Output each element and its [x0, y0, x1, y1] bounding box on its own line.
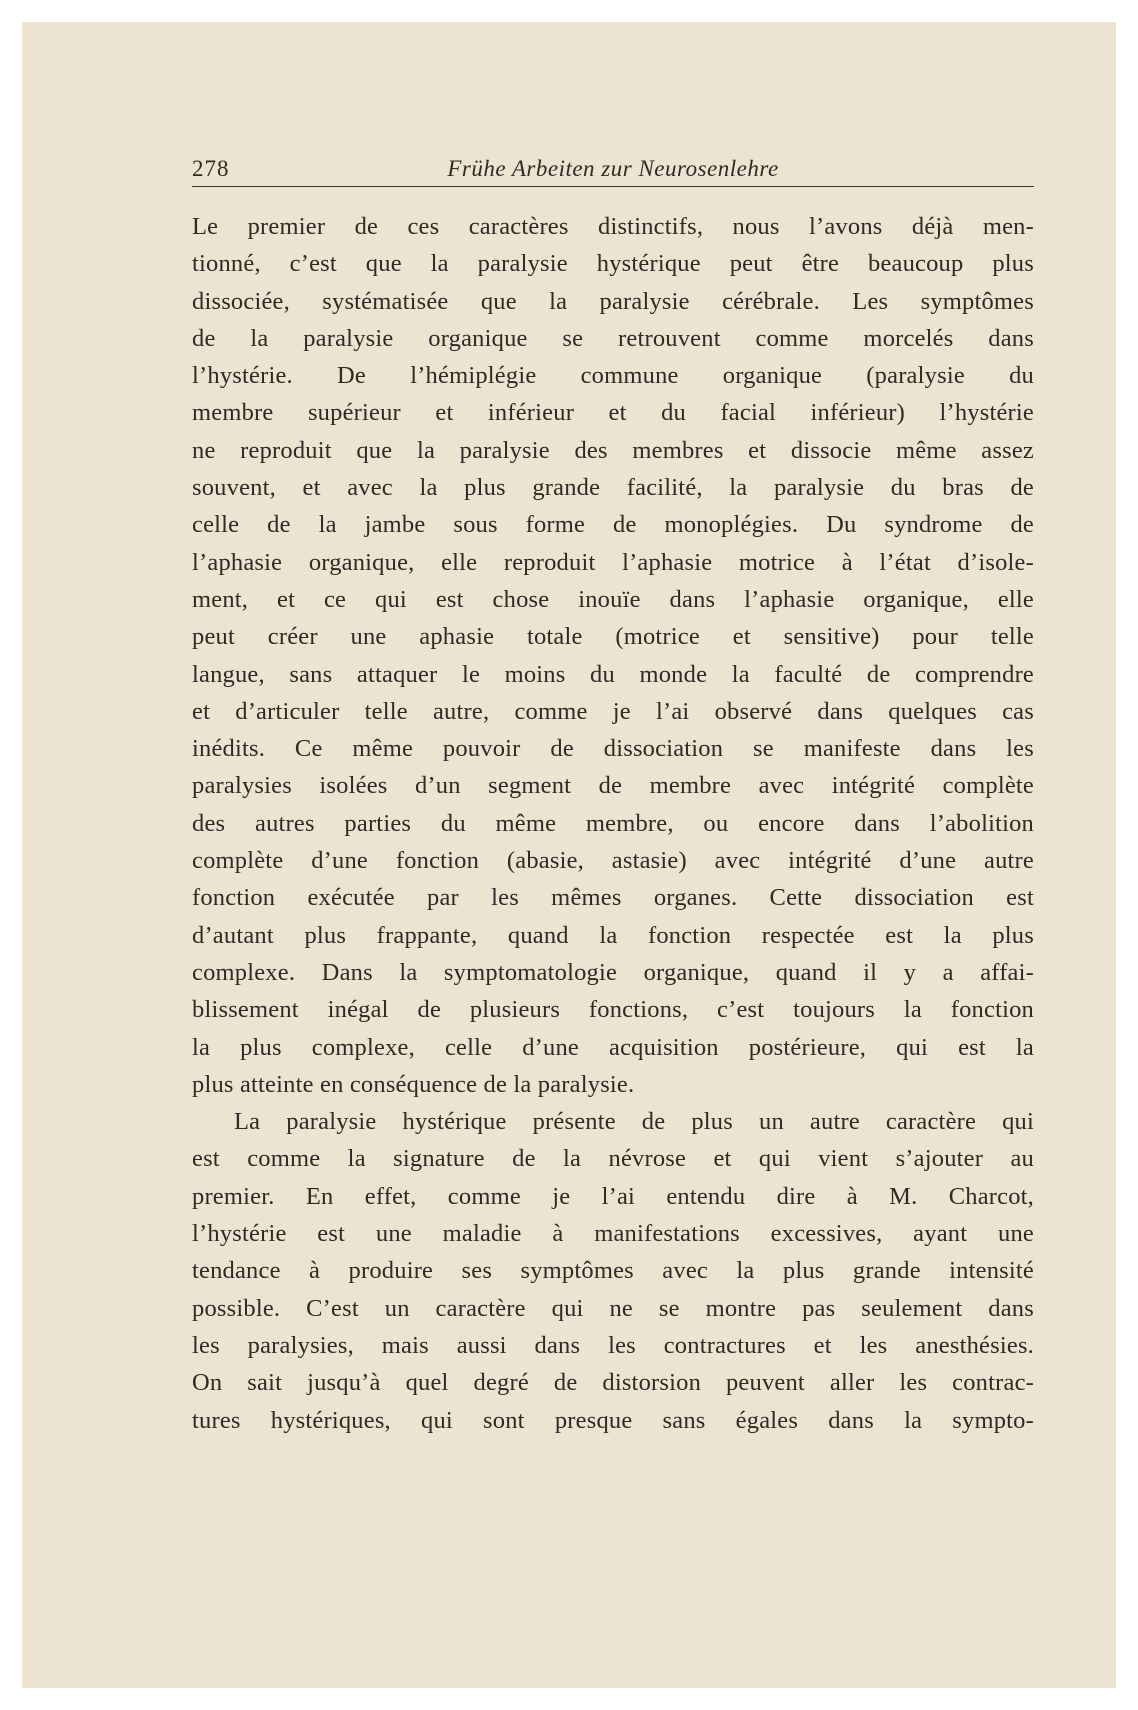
text-line: est comme la signature de la névrose et qui vient s’ajouter au — [192, 1145, 1034, 1173]
body-text — [192, 208, 1034, 1439]
running-title: Frühe Arbeiten zur Neurosenlehre — [447, 156, 779, 181]
text-line: tures hystériques, qui sont presque sans égales dans la sympto- — [192, 1406, 1034, 1434]
text-line: peut créer une aphasie totale (motrice et sensitive) pour telle — [192, 623, 1034, 651]
text-line: On sait jusqu’à quel degré de distorsion peuvent aller les contrac- — [192, 1369, 1034, 1397]
text-line: complexe. Dans la symptomatologie organique, quand il y a affai- — [192, 958, 1034, 986]
text-line: membre supérieur et inférieur et du facial inférieur) l’hystérie — [192, 399, 1034, 427]
paragraph-1 — [192, 208, 1034, 1103]
text-line: premier. En effet, comme je l’ai entendu dire à M. Charcot, — [192, 1182, 1034, 1210]
text-line: dissociée, systématisée que la paralysie cérébrale. Les symptômes — [192, 287, 1034, 315]
text-line: la plus complexe, celle d’une acquisition postérieure, qui est la — [192, 1033, 1034, 1061]
text-line: et d’articuler telle autre, comme je l’ai observé dans quelques cas — [192, 697, 1034, 725]
text-line: de la paralysie organique se retrouvent comme morcelés dans — [192, 324, 1034, 352]
page-header — [192, 156, 1034, 187]
text-line: d’autant plus frappante, quand la fonction respectée est la plus — [192, 921, 1034, 949]
text-line: complète d’une fonction (abasie, astasie) avec intégrité d’une autre — [192, 847, 1034, 875]
text-line: possible. C’est un caractère qui ne se montre pas seulement dans — [192, 1294, 1034, 1322]
text-line: langue, sans attaquer le moins du monde la faculté de comprendre — [192, 660, 1034, 688]
text-line: fonction exécutée par les mêmes organes. Cette dissociation est — [192, 884, 1034, 912]
page-number: 278 — [192, 156, 230, 181]
text-line: ment, et ce qui est chose inouïe dans l’aphasie organique, elle — [192, 585, 1034, 613]
text-line: inédits. Ce même pouvoir de dissociation se manifeste dans les — [192, 735, 1034, 763]
paragraph-2 — [192, 1103, 1034, 1439]
text-line: l’aphasie organique, elle reproduit l’aphasie motrice à l’état d’isole- — [192, 548, 1034, 576]
text-line: des autres parties du même membre, ou encore dans l’abolition — [192, 809, 1034, 837]
text-line: les paralysies, mais aussi dans les contractures et les anesthésies. — [192, 1331, 1034, 1359]
text-line: paralysies isolées d’un segment de membre avec intégrité complète — [192, 772, 1034, 800]
text-line: ne reproduit que la paralysie des membres et dissocie même assez — [192, 436, 1034, 464]
text-line: celle de la jambe sous forme de monoplégies. Du syndrome de — [192, 511, 1034, 539]
text-line: Le premier de ces caractères distinctifs, nous l’avons déjà men- — [192, 213, 1034, 240]
text-line: tendance à produire ses symptômes avec la plus grande intensité — [192, 1257, 1034, 1285]
text-line: La paralysie hystérique présente de plus un autre caractère qui — [234, 1108, 1034, 1136]
text-line: plus atteinte en conséquence de la paralysie. — [192, 1070, 635, 1098]
text-line: l’hystérie. De l’hémiplégie commune organique (paralysie du — [192, 362, 1034, 390]
text-line: l’hystérie est une maladie à manifestations excessives, ayant une — [192, 1220, 1034, 1248]
text-line: tionné, c’est que la paralysie hystérique peut être beaucoup plus — [192, 250, 1034, 278]
text-line: blissement inégal de plusieurs fonctions, c’est toujours la fonction — [192, 996, 1034, 1024]
text-line: souvent, et avec la plus grande facilité, la paralysie du bras de — [192, 474, 1034, 502]
